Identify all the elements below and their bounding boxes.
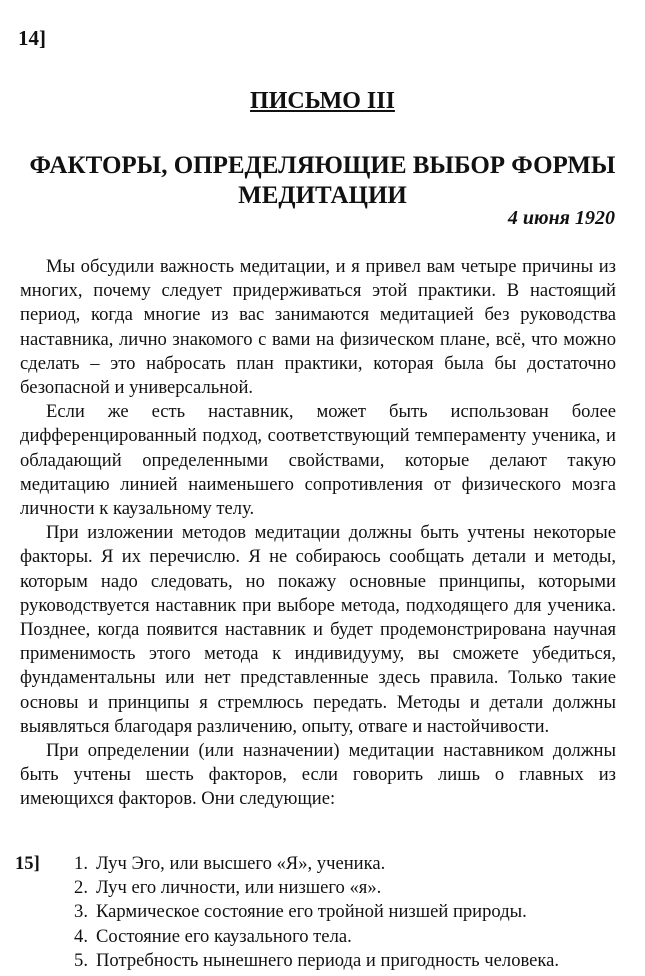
list-item [60,925,635,949]
list-item-number: 2. [74,877,88,899]
list-item-number: 4. [74,925,88,947]
list-item-text: Луч его личности, или низшего «я». [96,877,382,899]
paragraph: При определении (или назначении) медитации наставником должны быть учтены шесть факторов, если говорить лишь о главных из имеющихся факторов. Они следующие: [20,740,616,810]
list-item [60,949,635,973]
list-item-text: Кармическое состояние его тройной низшей природы. [96,901,527,923]
letter-date: 4 июня 1920 [507,207,615,229]
page-number: 14] [18,26,46,50]
chapter-subtitle: ФАКТОРЫ, ОПРЕДЕЛЯЮЩИЕ ВЫБОР ФОРМЫ МЕДИТАЦИИ [29,152,616,209]
letter-title: ПИСЬМО III [250,88,395,114]
list-page-marker: 15] [15,853,40,874]
list-item-text: Луч Эго, или высшего «Я», ученика. [96,853,386,874]
list-item-text: Потребность нынешнего периода и пригодность человека. [96,949,560,971]
body-text [20,255,616,812]
factor-list-block [15,852,635,973]
list-item-number: 1. [74,853,88,874]
list-item-number: 5. [74,949,88,971]
list-item [60,852,635,876]
list-item [60,876,635,900]
list-item-text: Состояние его каузального тела. [96,925,352,947]
paragraph: Мы обсудили важность медитации, и я привел вам четыре причины из многих, почему следует придерживаться этой практики. В настоящий период, когда многие из вас занимаются медитацией без руководства наставника, лично знакомого с вами на физическом плане, всё, что можно сделать – это набросать план практики, которая была бы достаточно безопасной и универсальной. [20,256,616,399]
list-item-number: 3. [74,901,88,923]
paragraph: При изложении методов медитации должны быть учтены некоторые факторы. Я их перечислю. Я не собираюсь сообщать детали и методы, которым надо следовать, но покажу основные принципы, которыми руководствуется наставник при выборе метода, подходящего для ученика. Позднее, когда появится наставник и будет продемонстрирована научная применимость этого метода к индивидууму, вы сможете убедиться, фундаментальны или нет представленные здесь правила. Только такие основы и принципы я стремлюсь передать. Методы и детали должны выявляться благодаря различению, опыту, отваге и настойчивости. [20,522,616,737]
paragraph: Если же есть наставник, может быть использован более дифференцированный подход, соответствующий темпераменту ученика, и обладающий определенными свойствами, которые делают такую медитацию линией наименьшего сопротивления от физического мозга личности к каузальному телу. [20,401,616,520]
list-item [60,900,635,924]
factor-list [15,852,635,973]
